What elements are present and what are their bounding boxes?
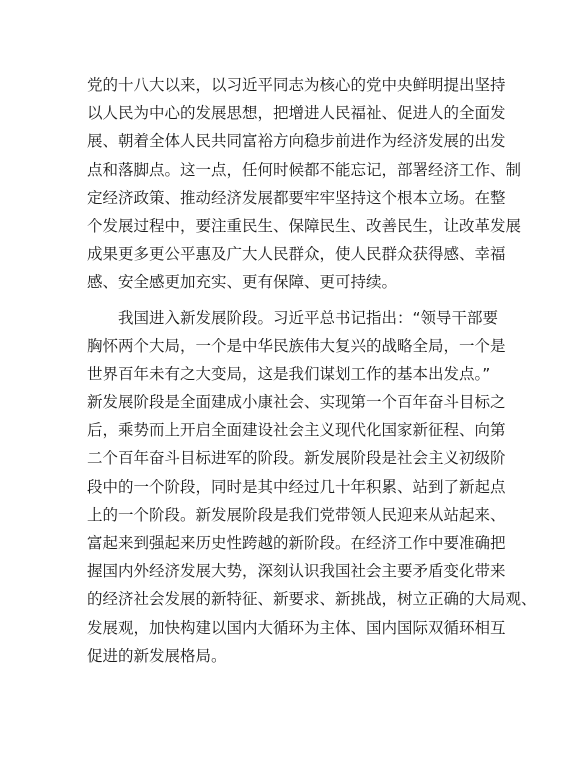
document-body bbox=[87, 71, 537, 670]
text-line: 段中的一个阶段，同时是其中经过几十年积累、站到了新起点 bbox=[87, 477, 506, 496]
text-line: 的经济社会发展的新特征、新要求、新挑战，树立正确的大局观、 bbox=[87, 590, 537, 609]
text-line: 富起来到强起来历史性跨越的新阶段。在经济工作中要准确把 bbox=[87, 534, 506, 552]
text-line: 定经济政策、推动经济发展都要牢牢坚持这个根本立场。在整 bbox=[87, 188, 506, 207]
text-line: 促进的新发展格局。 bbox=[87, 646, 227, 665]
text-line: 新发展阶段是全面建成小康社会、实现第一个百年奋斗目标之 bbox=[87, 393, 506, 412]
text-line: 以人民为中心的发展思想，把增进人民福祉、促进人的全面发 bbox=[87, 104, 506, 123]
text-line: 党的十八大以来，以习近平同志为核心的党中央鲜明提出坚持 bbox=[87, 76, 506, 94]
paragraph-spacer bbox=[87, 297, 507, 304]
paragraph-2 bbox=[87, 304, 537, 670]
text-line: 发展观，加快构建以国内大循环为主体、国内国际双循环相互 bbox=[87, 618, 506, 637]
text-line: 握国内外经济发展大势，深刻认识我国社会主要矛盾变化带来 bbox=[87, 562, 506, 581]
text-line: 展、朝着全体人民共同富裕方向稳步前进作为经济发展的出发 bbox=[87, 132, 506, 151]
text-line: 世界百年未有之大变局，这是我们谋划工作的基本出发点。” bbox=[87, 364, 491, 383]
text-line: 二个百年奋斗目标进军的阶段。新发展阶段是社会主义初级阶 bbox=[87, 449, 506, 468]
text-line: 上的一个阶段。新发展阶段是我们党带领人民迎来从站起来、 bbox=[87, 505, 506, 524]
text-line: 后，乘势而上开启全面建设社会主义现代化国家新征程、向第 bbox=[87, 421, 506, 440]
text-line: 个发展过程中，要注重民生、保障民生、改善民生，让改革发展 bbox=[87, 216, 522, 235]
text-line: 感、安全感更加充实、更有保障、更可持续。 bbox=[87, 273, 398, 292]
text-line: 点和落脚点。这一点，任何时候都不能忘记，部署经济工作、制 bbox=[87, 160, 522, 179]
text-line: 成果更多更公平惠及广大人民群众，使人民群众获得感、幸福 bbox=[87, 245, 506, 264]
paragraph-1 bbox=[87, 71, 522, 297]
text-line: 我国进入新发展阶段。习近平总书记指出：“领导干部要 bbox=[118, 308, 499, 327]
text-line: 胸怀两个大局，一个是中华民族伟大复兴的战略全局，一个是 bbox=[87, 336, 506, 355]
